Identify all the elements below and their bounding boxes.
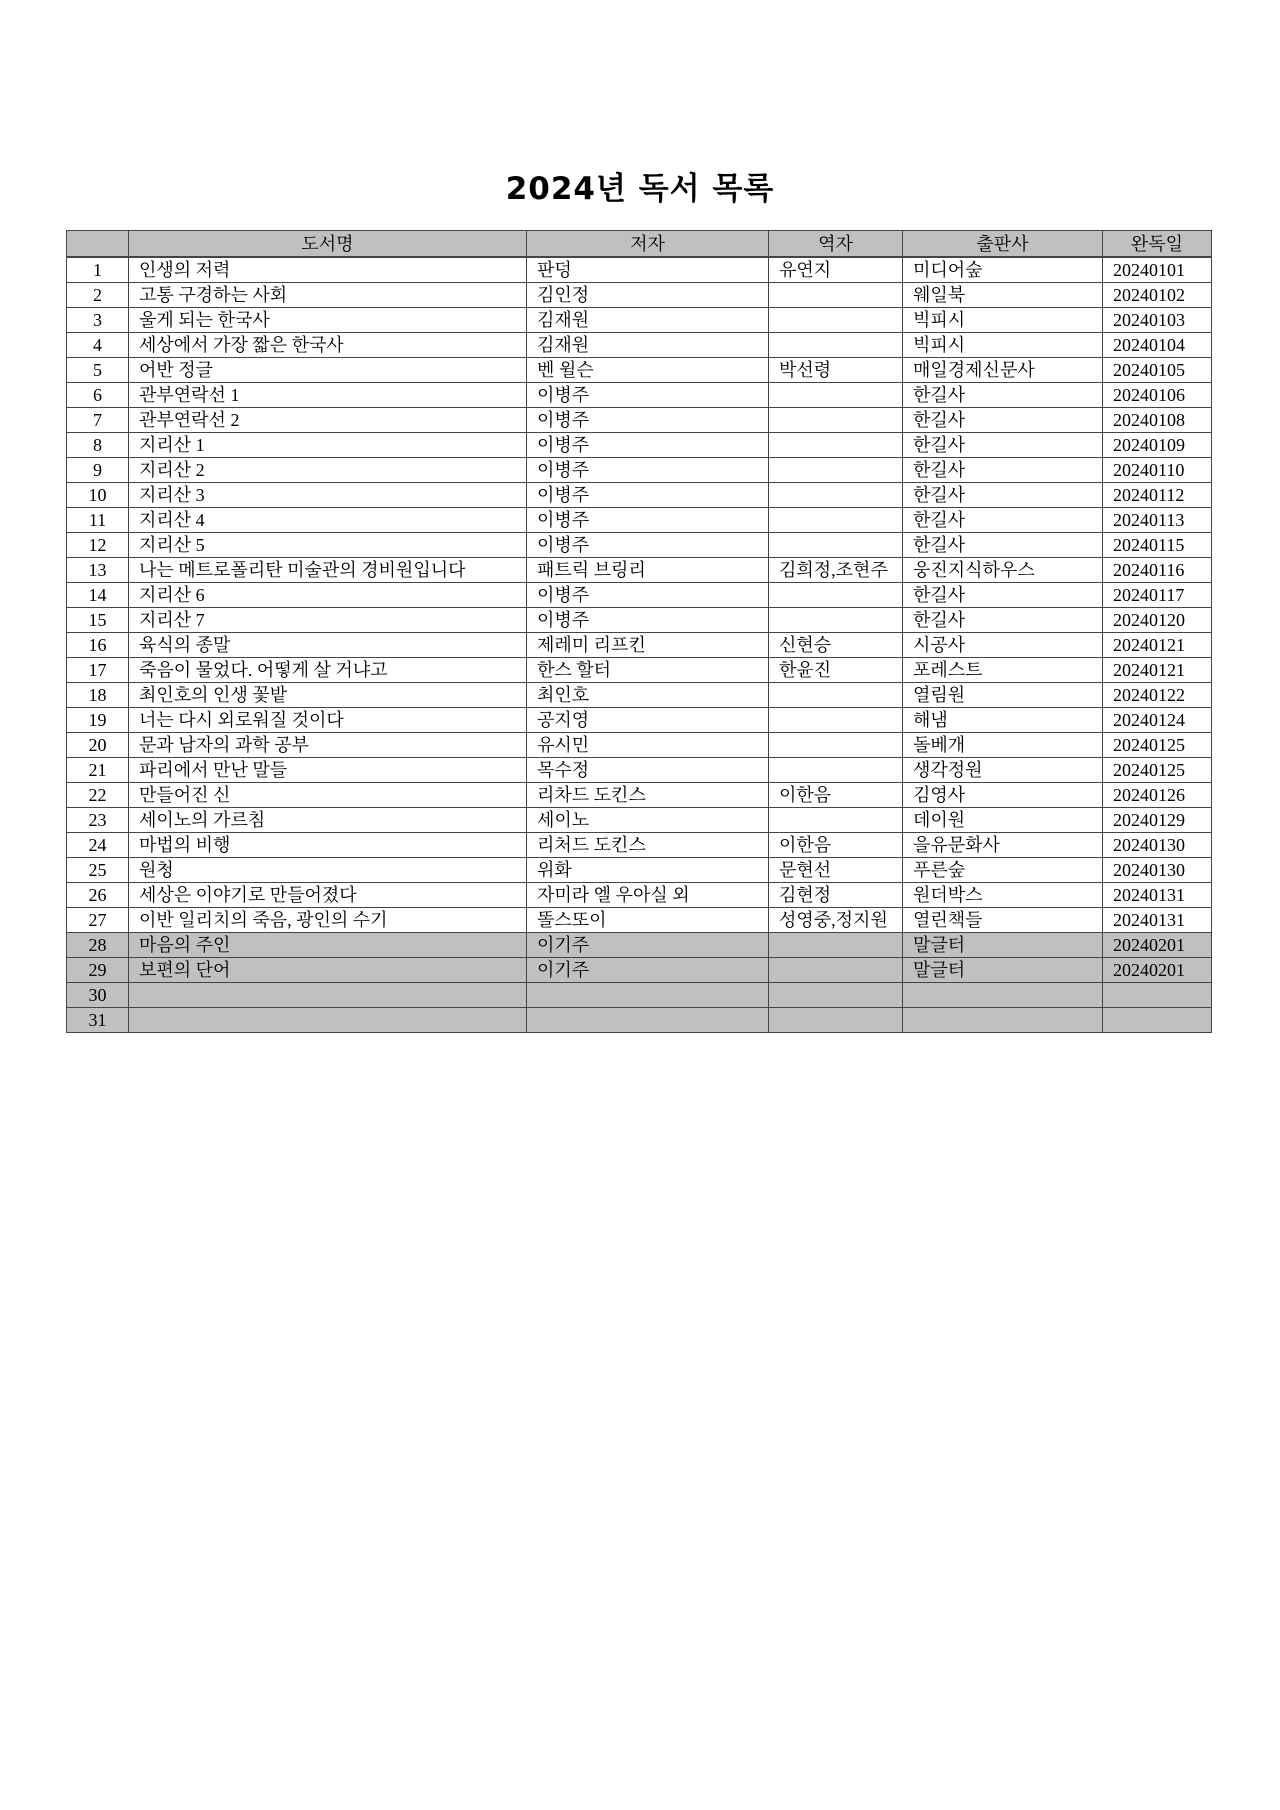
cell-date: 20240112	[1103, 483, 1212, 508]
cell-translator	[769, 508, 903, 533]
cell-title: 최인호의 인생 꽃밭	[129, 683, 527, 708]
cell-title: 너는 다시 외로워질 것이다	[129, 708, 527, 733]
cell-title: 만들어진 신	[129, 783, 527, 808]
cell-title: 문과 남자의 과학 공부	[129, 733, 527, 758]
cell-date: 20240125	[1103, 733, 1212, 758]
cell-title	[129, 983, 527, 1008]
cell-title	[129, 1008, 527, 1033]
table-row	[67, 658, 1212, 683]
cell-translator	[769, 933, 903, 958]
table-row	[67, 333, 1212, 358]
cell-translator: 신현승	[769, 633, 903, 658]
cell-no: 1	[67, 257, 129, 283]
cell-publisher: 한길사	[903, 608, 1103, 633]
cell-translator: 성영중,정지원	[769, 908, 903, 933]
cell-publisher: 열림원	[903, 683, 1103, 708]
cell-translator: 유연지	[769, 257, 903, 283]
cell-author: 패트릭 브링리	[527, 558, 769, 583]
cell-date	[1103, 983, 1212, 1008]
cell-date: 20240121	[1103, 658, 1212, 683]
cell-translator: 김현정	[769, 883, 903, 908]
cell-translator	[769, 733, 903, 758]
table-row	[67, 358, 1212, 383]
cell-author: 리처드 도킨스	[527, 833, 769, 858]
cell-publisher: 해냄	[903, 708, 1103, 733]
cell-title: 마음의 주인	[129, 933, 527, 958]
cell-publisher	[903, 1008, 1103, 1033]
table-row	[67, 558, 1212, 583]
cell-date: 20240105	[1103, 358, 1212, 383]
cell-no: 28	[67, 933, 129, 958]
table-row	[67, 583, 1212, 608]
cell-date: 20240104	[1103, 333, 1212, 358]
table-row	[67, 458, 1212, 483]
cell-publisher: 한길사	[903, 508, 1103, 533]
cell-no: 16	[67, 633, 129, 658]
cell-no: 14	[67, 583, 129, 608]
cell-author: 리차드 도킨스	[527, 783, 769, 808]
cell-no: 25	[67, 858, 129, 883]
cell-publisher: 한길사	[903, 583, 1103, 608]
cell-date: 20240129	[1103, 808, 1212, 833]
cell-publisher: 돌베개	[903, 733, 1103, 758]
cell-translator	[769, 433, 903, 458]
cell-publisher: 웅진지식하우스	[903, 558, 1103, 583]
cell-author: 똘스또이	[527, 908, 769, 933]
cell-date: 20240122	[1103, 683, 1212, 708]
cell-no: 30	[67, 983, 129, 1008]
table-row	[67, 833, 1212, 858]
cell-publisher: 한길사	[903, 408, 1103, 433]
cell-date: 20240201	[1103, 958, 1212, 983]
table-row	[67, 533, 1212, 558]
cell-title: 파리에서 만난 말들	[129, 758, 527, 783]
cell-date: 20240113	[1103, 508, 1212, 533]
cell-title: 지리산 4	[129, 508, 527, 533]
cell-title: 지리산 7	[129, 608, 527, 633]
cell-translator: 문현선	[769, 858, 903, 883]
cell-translator	[769, 1008, 903, 1033]
cell-no: 11	[67, 508, 129, 533]
table-row	[67, 683, 1212, 708]
table-row	[67, 433, 1212, 458]
cell-title: 울게 되는 한국사	[129, 308, 527, 333]
cell-date: 20240130	[1103, 833, 1212, 858]
cell-no: 22	[67, 783, 129, 808]
cell-publisher: 빅피시	[903, 333, 1103, 358]
cell-no: 10	[67, 483, 129, 508]
table-row	[67, 983, 1212, 1008]
cell-translator: 이한음	[769, 833, 903, 858]
cell-author: 유시민	[527, 733, 769, 758]
cell-no: 5	[67, 358, 129, 383]
cell-title: 지리산 3	[129, 483, 527, 508]
cell-no: 17	[67, 658, 129, 683]
cell-no: 8	[67, 433, 129, 458]
cell-title: 지리산 6	[129, 583, 527, 608]
cell-publisher: 을유문화사	[903, 833, 1103, 858]
cell-no: 27	[67, 908, 129, 933]
cell-publisher: 시공사	[903, 633, 1103, 658]
cell-publisher: 데이원	[903, 808, 1103, 833]
table-row	[67, 257, 1212, 283]
header-publisher: 출판사	[903, 231, 1103, 258]
cell-publisher: 원더박스	[903, 883, 1103, 908]
cell-title: 지리산 1	[129, 433, 527, 458]
cell-publisher: 매일경제신문사	[903, 358, 1103, 383]
table-row	[67, 1008, 1212, 1033]
cell-publisher: 김영사	[903, 783, 1103, 808]
cell-date: 20240115	[1103, 533, 1212, 558]
cell-title: 마법의 비행	[129, 833, 527, 858]
cell-author: 이병주	[527, 608, 769, 633]
cell-author: 이병주	[527, 408, 769, 433]
cell-title: 어반 정글	[129, 358, 527, 383]
cell-author: 목수정	[527, 758, 769, 783]
cell-publisher	[903, 983, 1103, 1008]
table-row	[67, 933, 1212, 958]
header-author: 저자	[527, 231, 769, 258]
cell-publisher: 한길사	[903, 533, 1103, 558]
cell-author: 이기주	[527, 933, 769, 958]
table-row	[67, 608, 1212, 633]
cell-translator	[769, 283, 903, 308]
cell-author: 김인정	[527, 283, 769, 308]
cell-author: 김재원	[527, 333, 769, 358]
cell-translator	[769, 683, 903, 708]
cell-no: 12	[67, 533, 129, 558]
cell-title: 죽음이 물었다. 어떻게 살 거냐고	[129, 658, 527, 683]
cell-date: 20240106	[1103, 383, 1212, 408]
cell-no: 6	[67, 383, 129, 408]
cell-no: 29	[67, 958, 129, 983]
cell-author: 이병주	[527, 483, 769, 508]
cell-translator: 한윤진	[769, 658, 903, 683]
cell-date: 20240131	[1103, 908, 1212, 933]
header-title: 도서명	[129, 231, 527, 258]
cell-author: 이병주	[527, 508, 769, 533]
cell-publisher: 포레스트	[903, 658, 1103, 683]
table-row	[67, 508, 1212, 533]
cell-publisher: 푸른숲	[903, 858, 1103, 883]
cell-author: 공지영	[527, 708, 769, 733]
header-translator: 역자	[769, 231, 903, 258]
cell-translator	[769, 383, 903, 408]
cell-translator	[769, 308, 903, 333]
cell-publisher: 한길사	[903, 383, 1103, 408]
table-row	[67, 958, 1212, 983]
cell-author: 판덩	[527, 257, 769, 283]
cell-publisher: 말글터	[903, 933, 1103, 958]
header-row	[67, 231, 1212, 258]
page-title: 2024년 독서 목록	[505, 171, 775, 207]
cell-translator	[769, 483, 903, 508]
cell-translator	[769, 458, 903, 483]
cell-date: 20240201	[1103, 933, 1212, 958]
table-row	[67, 283, 1212, 308]
cell-no: 4	[67, 333, 129, 358]
cell-no: 19	[67, 708, 129, 733]
cell-no: 24	[67, 833, 129, 858]
cell-date: 20240124	[1103, 708, 1212, 733]
cell-author: 이병주	[527, 433, 769, 458]
cell-no: 9	[67, 458, 129, 483]
cell-author: 이병주	[527, 583, 769, 608]
cell-translator	[769, 333, 903, 358]
cell-date: 20240121	[1103, 633, 1212, 658]
cell-title: 세상에서 가장 짧은 한국사	[129, 333, 527, 358]
cell-translator	[769, 583, 903, 608]
cell-no: 26	[67, 883, 129, 908]
cell-date: 20240131	[1103, 883, 1212, 908]
cell-date: 20240126	[1103, 783, 1212, 808]
cell-author: 이병주	[527, 458, 769, 483]
cell-translator: 김희정,조현주	[769, 558, 903, 583]
cell-publisher: 생각정원	[903, 758, 1103, 783]
cell-author	[527, 983, 769, 1008]
cell-date: 20240125	[1103, 758, 1212, 783]
header-no	[67, 231, 129, 258]
cell-no: 21	[67, 758, 129, 783]
cell-title: 지리산 2	[129, 458, 527, 483]
cell-translator	[769, 808, 903, 833]
cell-publisher: 말글터	[903, 958, 1103, 983]
table-row	[67, 758, 1212, 783]
cell-no: 18	[67, 683, 129, 708]
cell-author: 위화	[527, 858, 769, 883]
cell-date: 20240117	[1103, 583, 1212, 608]
cell-publisher: 한길사	[903, 483, 1103, 508]
cell-translator	[769, 758, 903, 783]
cell-author: 한스 할터	[527, 658, 769, 683]
cell-publisher: 빅피시	[903, 308, 1103, 333]
table-row	[67, 708, 1212, 733]
table-row	[67, 858, 1212, 883]
cell-no: 20	[67, 733, 129, 758]
cell-publisher: 한길사	[903, 458, 1103, 483]
cell-title: 관부연락선 1	[129, 383, 527, 408]
cell-translator: 박선령	[769, 358, 903, 383]
cell-author: 벤 윌슨	[527, 358, 769, 383]
cell-no: 3	[67, 308, 129, 333]
cell-date: 20240103	[1103, 308, 1212, 333]
table-row	[67, 308, 1212, 333]
cell-translator	[769, 533, 903, 558]
cell-date: 20240101	[1103, 257, 1212, 283]
table-row	[67, 783, 1212, 808]
table-row	[67, 908, 1212, 933]
cell-date: 20240116	[1103, 558, 1212, 583]
cell-publisher: 한길사	[903, 433, 1103, 458]
cell-author: 자미라 엘 우아실 외	[527, 883, 769, 908]
cell-no: 31	[67, 1008, 129, 1033]
cell-no: 15	[67, 608, 129, 633]
cell-no: 2	[67, 283, 129, 308]
cell-title: 이반 일리치의 죽음, 광인의 수기	[129, 908, 527, 933]
table-row	[67, 733, 1212, 758]
table-row	[67, 808, 1212, 833]
cell-author: 이병주	[527, 383, 769, 408]
cell-translator	[769, 408, 903, 433]
cell-title: 지리산 5	[129, 533, 527, 558]
cell-date: 20240102	[1103, 283, 1212, 308]
cell-date	[1103, 1008, 1212, 1033]
table-body	[67, 257, 1212, 1033]
table-row	[67, 383, 1212, 408]
table-row	[67, 633, 1212, 658]
cell-no: 13	[67, 558, 129, 583]
cell-author: 최인호	[527, 683, 769, 708]
cell-date: 20240120	[1103, 608, 1212, 633]
cell-title: 나는 메트로폴리탄 미술관의 경비원입니다	[129, 558, 527, 583]
cell-title: 고통 구경하는 사회	[129, 283, 527, 308]
header-date: 완독일	[1103, 231, 1212, 258]
cell-author: 이병주	[527, 533, 769, 558]
table-row	[67, 883, 1212, 908]
cell-title: 세상은 이야기로 만들어졌다	[129, 883, 527, 908]
cell-title: 원청	[129, 858, 527, 883]
cell-no: 7	[67, 408, 129, 433]
cell-publisher: 미디어숲	[903, 257, 1103, 283]
cell-date: 20240109	[1103, 433, 1212, 458]
cell-translator	[769, 708, 903, 733]
cell-author: 제레미 리프킨	[527, 633, 769, 658]
table-row	[67, 483, 1212, 508]
cell-title: 인생의 저력	[129, 257, 527, 283]
reading-list-table	[66, 230, 1212, 1033]
cell-date: 20240108	[1103, 408, 1212, 433]
cell-publisher: 열린책들	[903, 908, 1103, 933]
cell-title: 관부연락선 2	[129, 408, 527, 433]
cell-date: 20240110	[1103, 458, 1212, 483]
cell-author	[527, 1008, 769, 1033]
cell-title: 세이노의 가르침	[129, 808, 527, 833]
cell-author: 이기주	[527, 958, 769, 983]
cell-author: 세이노	[527, 808, 769, 833]
cell-translator	[769, 983, 903, 1008]
cell-no: 23	[67, 808, 129, 833]
cell-date: 20240130	[1103, 858, 1212, 883]
cell-translator	[769, 608, 903, 633]
cell-publisher: 웨일북	[903, 283, 1103, 308]
cell-author: 김재원	[527, 308, 769, 333]
cell-translator	[769, 958, 903, 983]
cell-title: 보편의 단어	[129, 958, 527, 983]
cell-translator: 이한음	[769, 783, 903, 808]
table-row	[67, 408, 1212, 433]
cell-title: 육식의 종말	[129, 633, 527, 658]
